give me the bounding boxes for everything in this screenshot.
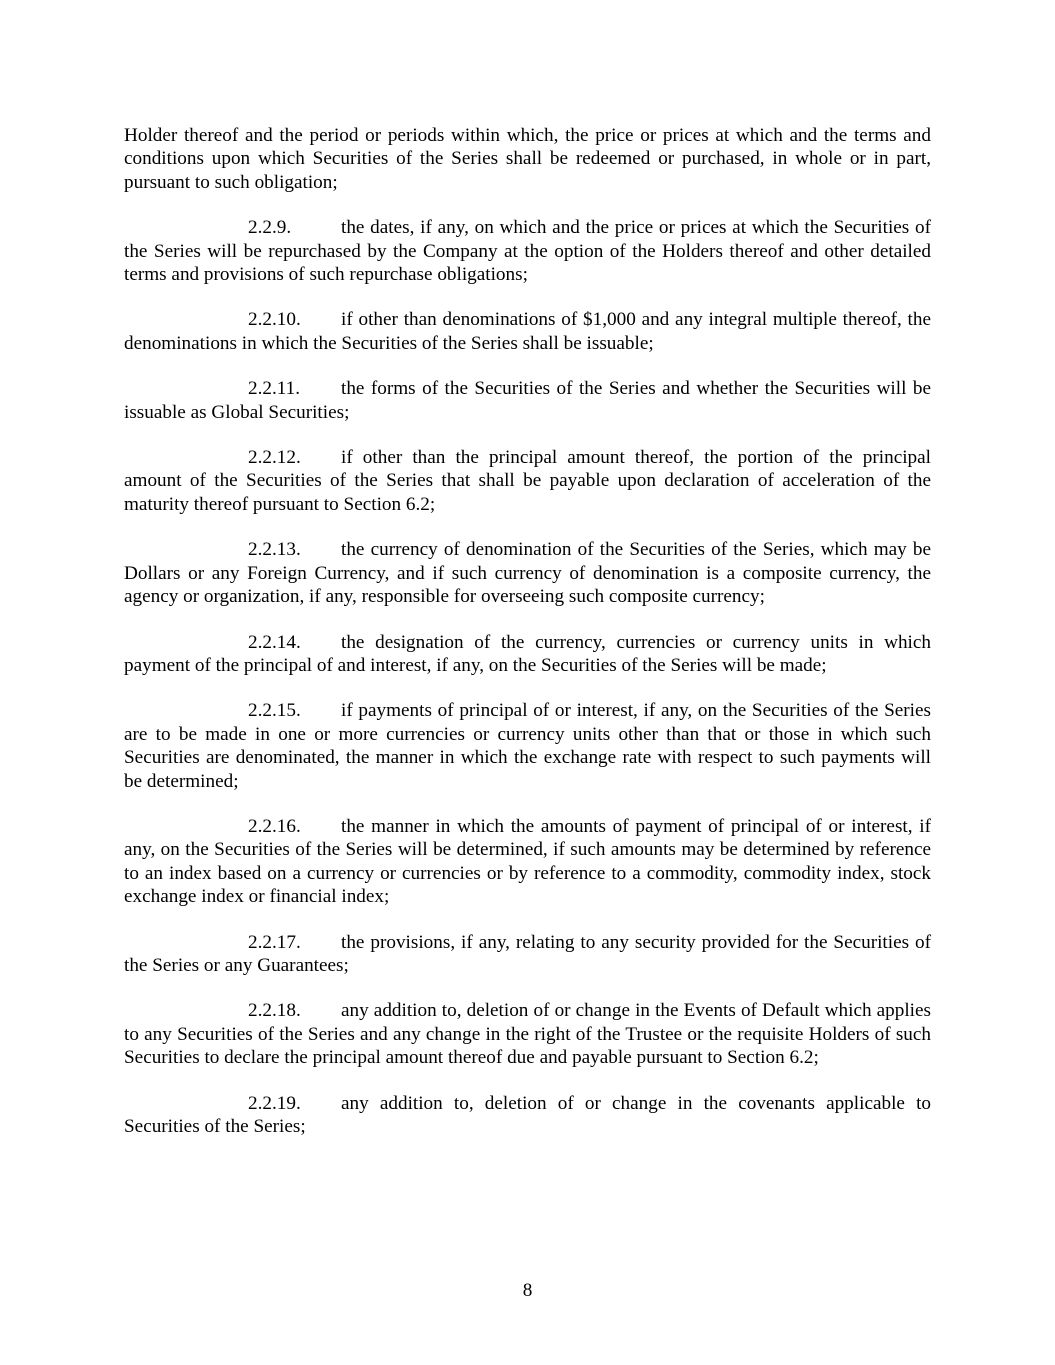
clause-number: 2.2.16. (248, 815, 301, 837)
clause-number: 2.2.10. (248, 309, 301, 331)
clause-number: 2.2.15. (248, 700, 301, 722)
clause-number: 2.2.17. (248, 931, 301, 953)
clause-number: 2.2.9. (248, 217, 292, 239)
clause-text: the currency of denomination of the Securities of the Series, which may be Dollars or any Foreign Currency, and if such currency of denomination is a composite currency, the agency or organization, if any, responsible for overseeing such composite currency; (124, 539, 931, 608)
clause-number: 2.2.13. (248, 539, 301, 561)
clause-text: the forms of the Securities of the Series and whether the Securities will be issuable as Global Securities; (124, 378, 931, 423)
clause-2-2-12 (124, 446, 931, 516)
clause-number: 2.2.12. (248, 447, 301, 469)
clause-2-2-9 (124, 216, 931, 286)
clause-text: the dates, if any, on which and the price or prices at which the Securities of the Series will be repurchased by the Company at the option of the Holders thereof and other detailed terms and provisions of such repurchase obligations; (124, 217, 931, 286)
clause-text: the designation of the currency, currencies or currency units in which payment of the principal of and interest, if any, on the Securities of the Series will be made; (124, 631, 931, 676)
clause-2-2-19 (124, 1092, 931, 1139)
continuation-paragraph: Holder thereof and the period or periods within which, the price or prices at which and the terms and conditions upon which Securities of the Series shall be redeemed or purchased, in whole or in part, pursuant to such obligation; (124, 125, 931, 193)
clause-text: any addition to, deletion of or change in the Events of Default which applies to any Securities of the Series and any change in the right of the Trustee or the requisite Holders of such Securities to declare the principal amount thereof due and payable pursuant to Section 6.2; (124, 1000, 931, 1069)
clause-2-2-18 (124, 999, 931, 1069)
clause-number: 2.2.11. (248, 378, 301, 400)
clause-number: 2.2.18. (248, 1000, 301, 1022)
clause-2-2-11 (124, 377, 931, 424)
document-body (124, 124, 931, 1160)
clause-text: the manner in which the amounts of payment of principal of or interest, if any, on the Securities of the Series will be determined, if such amounts may be determined by reference to an index based on a currency or currencies or by reference to a commodity, commodity index, stock exchange index or financial index; (124, 815, 931, 908)
clause-number: 2.2.14. (248, 631, 301, 653)
clause-2-2-16 (124, 815, 931, 909)
clause-text: if payments of principal of or interest, if any, on the Securities of the Series are to be made in one or more currencies or currency units other than that or those in which such Securities are denominated, the manner in which the exchange rate with respect to such payments will be determined; (124, 700, 931, 792)
clause-text: any addition to, deletion of or change in the covenants applicable to Securities of the Series; (124, 1092, 931, 1137)
clause-2-2-15 (124, 699, 931, 793)
clause-2-2-17 (124, 931, 931, 978)
clause-2-2-13 (124, 538, 931, 608)
clause-2-2-10 (124, 308, 931, 355)
clause-text: if other than the principal amount thereof, the portion of the principal amount of the Securities of the Series that shall be payable upon declaration of acceleration of the maturity thereof pursuant to Section 6.2; (124, 447, 931, 515)
clause-2-2-14 (124, 631, 931, 678)
page-number: 8 (522, 1280, 533, 1301)
clause-text: if other than denominations of $1,000 and any integral multiple thereof, the denominations in which the Securities of the Series shall be issuable; (124, 309, 931, 354)
clause-number: 2.2.19. (248, 1092, 301, 1114)
clause-text: the provisions, if any, relating to any security provided for the Securities of the Series or any Guarantees; (124, 931, 931, 976)
